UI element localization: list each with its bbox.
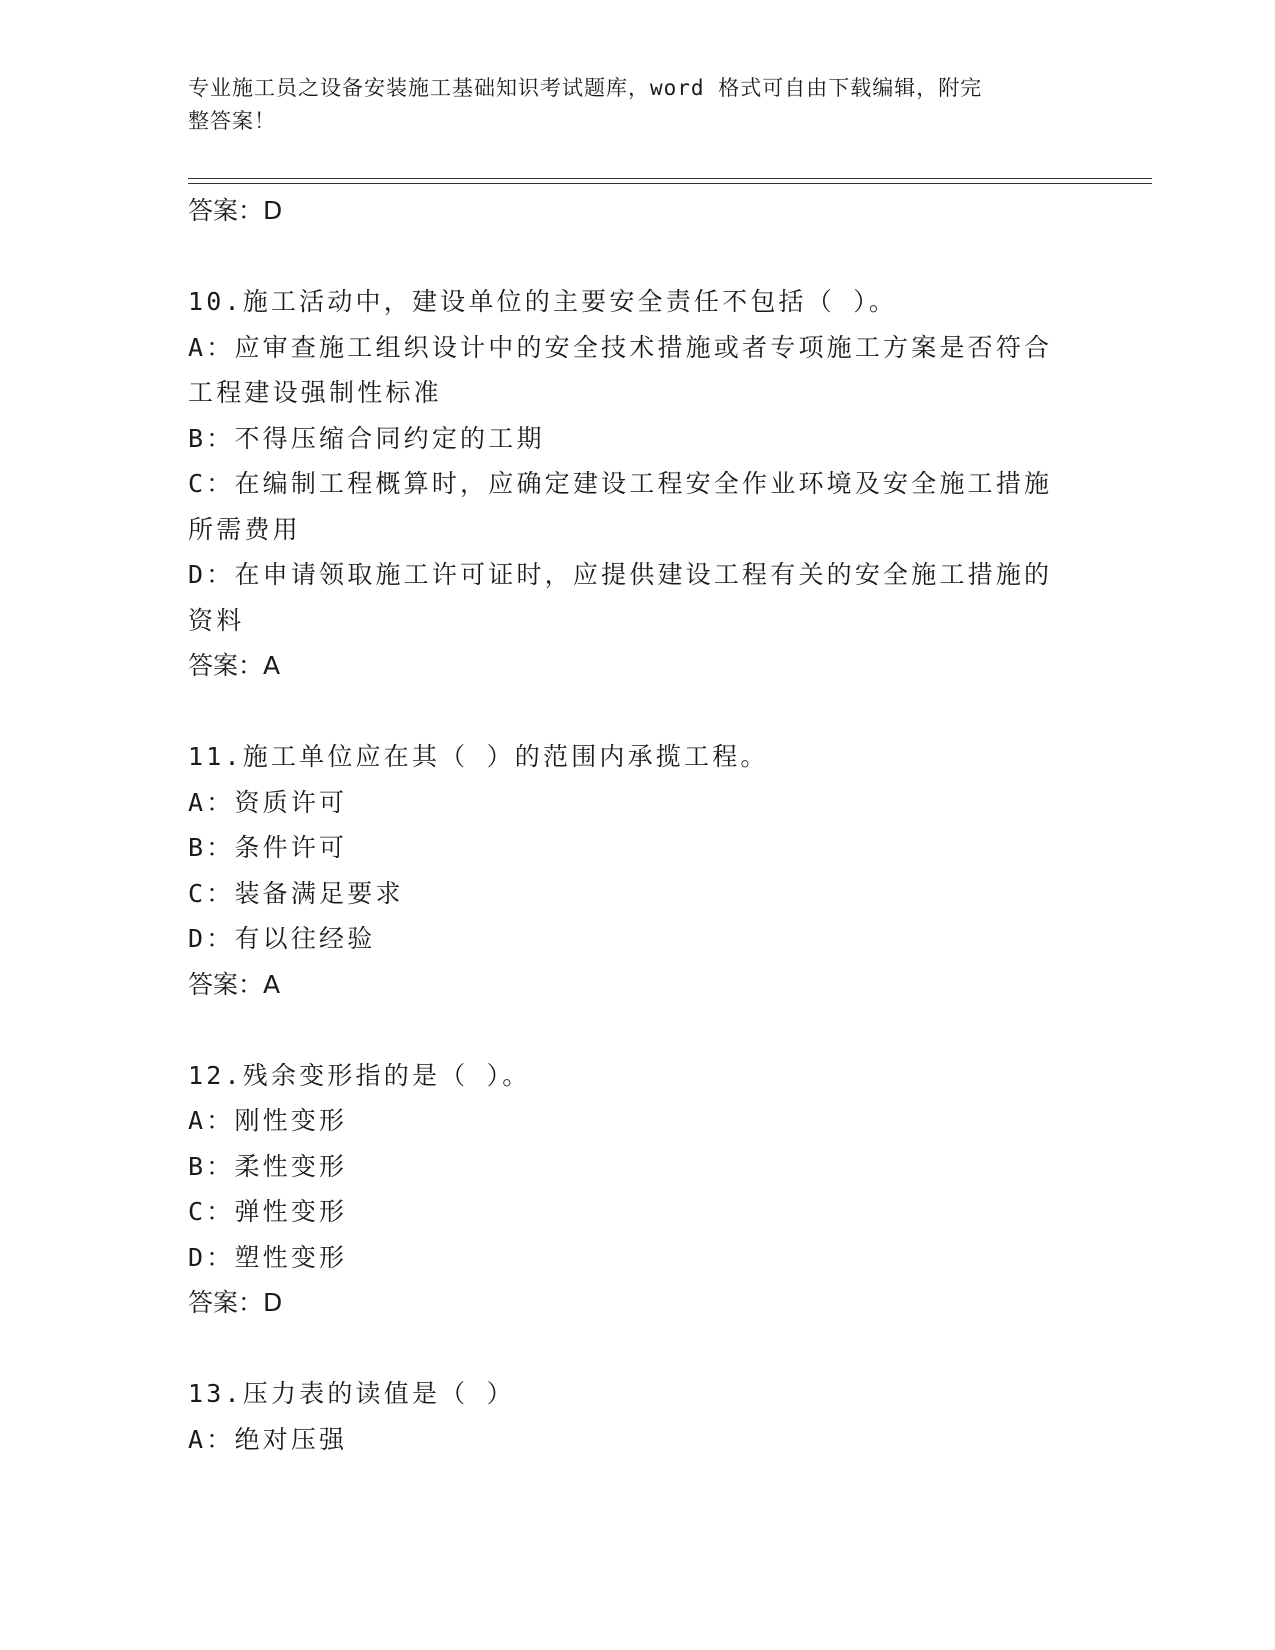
option-d: D：塑性变形 bbox=[188, 1242, 348, 1272]
header-line-2: 整答案！ bbox=[188, 109, 276, 133]
header-divider-top bbox=[188, 178, 1152, 179]
question-stem: 10.施工活动中，建设单位的主要安全责任不包括（ ）。 bbox=[188, 287, 898, 316]
option-a: A：刚性变形 bbox=[188, 1106, 348, 1135]
header-line-1: 专业施工员之设备安装施工基础知识考试题库，word 格式可自由下载编辑，附完 bbox=[188, 76, 983, 100]
question-10 bbox=[188, 279, 1088, 689]
option-c: C：装备满足要求 bbox=[188, 878, 404, 908]
option-a-continued: 工程建设强制性标准 bbox=[188, 378, 442, 407]
document-header bbox=[188, 72, 1068, 138]
option-a: A：绝对压强 bbox=[188, 1424, 348, 1454]
question-13 bbox=[188, 1371, 1088, 1462]
option-b: B：不得压缩合同约定的工期 bbox=[188, 423, 545, 453]
option-c: C：在编制工程概算时，应确定建设工程安全作业环境及安全施工措施 bbox=[188, 469, 1053, 498]
header-divider-bottom bbox=[188, 183, 1152, 184]
spacer bbox=[188, 234, 1088, 280]
question-12 bbox=[188, 1053, 1088, 1326]
option-d: D：在申请领取施工许可证时，应提供建设工程有关的安全施工措施的 bbox=[188, 560, 1053, 589]
option-d-continued: 资料 bbox=[188, 605, 245, 635]
question-11 bbox=[188, 734, 1088, 1007]
answer: 答案：A bbox=[188, 651, 281, 680]
answer: 答案：D bbox=[188, 1288, 283, 1317]
option-b: B：条件许可 bbox=[188, 833, 348, 862]
previous-answer: 答案：D bbox=[188, 196, 283, 225]
option-c-continued: 所需费用 bbox=[188, 514, 301, 544]
question-stem: 11.施工单位应在其（ ）的范围内承揽工程。 bbox=[188, 742, 769, 771]
question-list bbox=[188, 188, 1088, 1462]
option-d: D：有以往经验 bbox=[188, 924, 376, 953]
spacer bbox=[188, 689, 1088, 735]
spacer bbox=[188, 1326, 1088, 1372]
option-a: A：应审查施工组织设计中的安全技术措施或者专项施工方案是否符合 bbox=[188, 332, 1053, 362]
option-a: A：资质许可 bbox=[188, 787, 348, 817]
answer: 答案：A bbox=[188, 969, 281, 999]
question-stem: 12.残余变形指的是（ ）。 bbox=[188, 1060, 531, 1090]
question-stem: 13.压力表的读值是（ ） bbox=[188, 1379, 515, 1408]
option-b: B：柔性变形 bbox=[188, 1151, 348, 1181]
option-c: C：弹性变形 bbox=[188, 1197, 348, 1226]
spacer bbox=[188, 1007, 1088, 1053]
